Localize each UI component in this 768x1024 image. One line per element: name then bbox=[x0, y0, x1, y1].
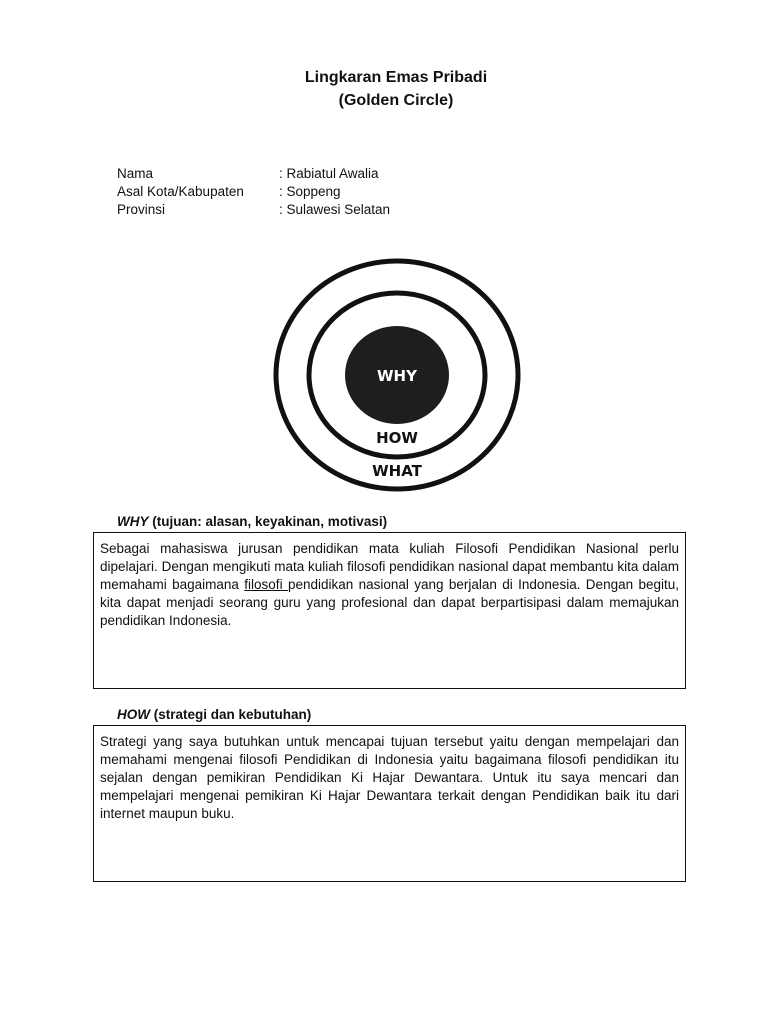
identity-value: : Rabiatul Awalia bbox=[279, 166, 379, 181]
how-heading-desc: (strategi dan kebutuhan) bbox=[150, 707, 312, 722]
identity-value: : Soppeng bbox=[279, 184, 341, 199]
identity-value: : Sulawesi Selatan bbox=[279, 202, 391, 217]
identity-row-nama bbox=[117, 165, 390, 183]
how-text-box bbox=[93, 725, 686, 882]
identity-row-kota bbox=[117, 183, 390, 201]
what-label: WHAT bbox=[372, 462, 422, 480]
how-heading-key: HOW bbox=[117, 707, 150, 722]
document-title bbox=[0, 66, 768, 112]
identity-block bbox=[117, 165, 390, 219]
identity-label: Provinsi bbox=[117, 202, 166, 217]
how-label: HOW bbox=[376, 429, 418, 447]
golden-circle-diagram bbox=[272, 258, 522, 492]
identity-label: Nama bbox=[117, 166, 154, 181]
why-heading bbox=[117, 514, 387, 529]
why-heading-key: WHY bbox=[117, 514, 149, 529]
how-text: Strategi yang saya butuhkan untuk mencapai tujuan tersebut yaitu dengan mempelajari dan memahami mengenai filosofi Pendidikan di Indonesia yaitu bagaimana filosofi pendidikan itu sejalan dengan pemikiran Pendidikan Ki Hajar Dewantara. Untuk itu saya mencari dan mempelajari mengenai pemikiran Ki Hajar Dewantara terkait dengan Pendidikan baik itu dari internet maupun buku. bbox=[100, 734, 679, 821]
why-heading-desc: (tujuan: alasan, keyakinan, motivasi) bbox=[148, 514, 388, 529]
why-text-underlined: filosofi bbox=[244, 577, 288, 592]
how-heading bbox=[117, 707, 311, 722]
why-text-box bbox=[93, 532, 686, 689]
title-line-2: (Golden Circle) bbox=[338, 92, 454, 109]
identity-row-provinsi bbox=[117, 201, 390, 219]
identity-label: Asal Kota/Kabupaten bbox=[117, 184, 244, 199]
why-text-part1: Sebagai mahasiswa jurusan pendidikan mata kuliah Filosofi Pendidikan Nasional perlu dipelajari. Dengan mengikuti mata kuliah filosofi pendidikan nasional dapat membantu kita dalam memahami bagaimana bbox=[100, 541, 679, 592]
why-text-part2: pendidikan nasional yang berjalan di Indonesia. Dengan begitu, kita dapat menjadi seorang guru yang profesional dan dapat berpartisipasi dalam memajukan pendidikan Indonesia. bbox=[100, 577, 679, 628]
title-line-1: Lingkaran Emas Pribadi bbox=[304, 69, 488, 86]
golden-circle-svg bbox=[272, 258, 522, 492]
why-label: WHY bbox=[377, 367, 417, 385]
